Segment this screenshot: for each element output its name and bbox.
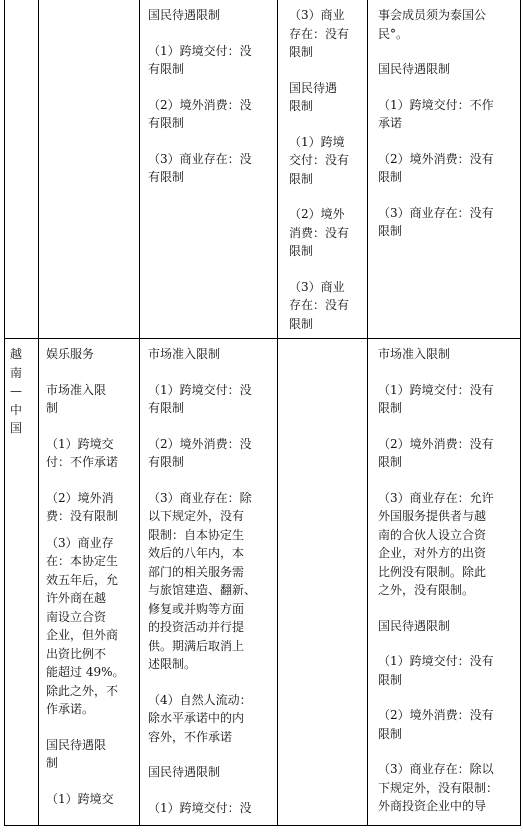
cell-text: （2）境外消费：没有 限制 [378,436,494,469]
cell-text: （1）跨境交付：没有 限制 [378,654,494,687]
bottom-col3 [148,345,272,834]
cell-text: 国民待遇 限制 [289,80,338,113]
cell-text: （2）境外消费：没 有限制 [148,97,252,130]
cell-text: （3）商业存在：除以 下规定外，没有限制： 外商投资企业中的导 [378,762,499,813]
column-divider [367,0,368,825]
country-label: 越 南 — 中 国 [10,347,23,435]
cell-text: 娱乐服务 [46,347,95,361]
top-col5 [378,6,518,258]
column-divider [38,0,39,825]
top-col4 [289,6,365,350]
cell-text: 国民待遇限制 [378,62,451,76]
row-divider [5,338,520,339]
cell-text: （1）跨境交付：没有 限制 [378,382,494,415]
cell-text: 国民待遇限制 [148,8,221,22]
cell-text: （3）商业存在：允许 外国服务提供者与越 南的合伙人设立合资 企业，对外方的出资 比例没有限制。除此 之外，没有限制。 [378,490,494,597]
cell-text: （3）商业 存在：没有 限制 [289,8,350,59]
cell-text: 事会成员须为泰国公 民°。 [378,8,487,41]
cell-text: 国民待遇限 制 [46,737,107,770]
cell-text: 国民待遇限制 [378,618,451,633]
cell-text: （2）境外 消费：没有 限制 [289,207,350,258]
cell-text: （3）商业存 在：本协定生 效五年后，允 许外商在越 南设立合资 企业，但外商 出资比例不 能超过 49%。 除此之外，不 作承诺。 [46,535,125,716]
cell-text: （1）跨境交 付：不作承诺 [46,436,119,469]
cell-text: 市场准入限制 [378,347,451,361]
cell-text: 国民待遇限制 [148,765,221,779]
top-national-treatment-col3 [148,6,272,204]
bottom-col2 [46,345,136,825]
cell-text: （1）跨境交付：不作 承诺 [378,97,494,130]
cell-text: （2）境外消费：没有 限制 [378,708,494,741]
cell-text: （1）跨境交付：没 有限制 [148,43,252,76]
cell-text: （1）跨境交付：没 有限制 [148,382,252,415]
cell-text: （3）商业存在：没有 限制 [378,205,494,238]
cell-text: （2）境外消 费：没有限制 [46,490,119,523]
bottom-col5 [378,345,518,833]
cell-text: （3）商业存在：没 有限制 [148,151,252,184]
cell-text: （3）商业存在：除 以下规定外，没有 限制：自本协定生 效后的八年内，本 部门的相关服务需 与旅馆建造、翻新、 修复或并购等方面 的投资活动并行提 供。期满后取消上 述限制。 [148,490,257,671]
cell-text: （2）境外消费：没 有限制 [148,436,252,469]
cell-text: （1）跨境 交付：没有 限制 [289,134,350,186]
cell-text: （2）境外消费：没有 限制 [378,151,494,184]
cell-text: （4）自然人流动： 除水平承诺中的内 容外，不作承诺 [148,692,252,744]
cell-text: 市场准入限 制 [46,382,107,415]
column-divider [139,0,140,825]
cell-text: （3）商业 存在：没有 限制 [289,279,350,331]
cell-text: 市场准入限制 [148,347,221,361]
column-divider [277,0,278,825]
cell-text: （1）跨境交付：没 [148,800,252,815]
cell-text: （1）跨境交 [46,791,114,806]
